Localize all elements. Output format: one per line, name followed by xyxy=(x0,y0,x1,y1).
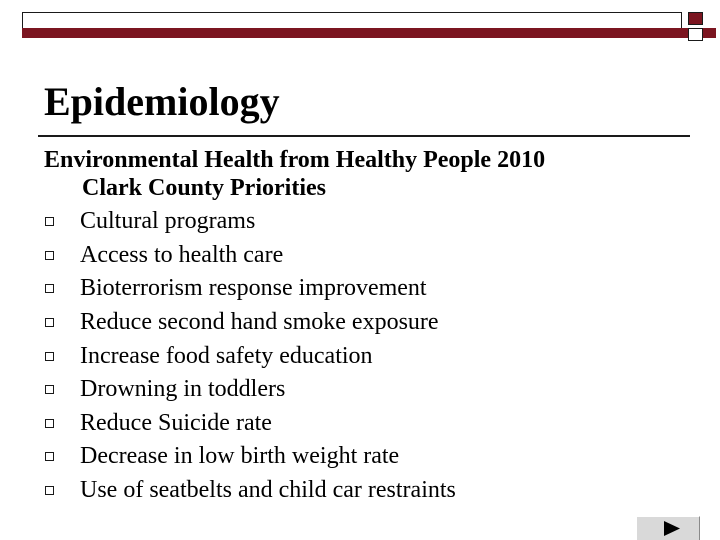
list-item-text: Decrease in low birth weight rate xyxy=(80,443,400,470)
priority-list xyxy=(44,205,456,507)
list-item xyxy=(44,239,456,273)
hollow-square-bullet-icon xyxy=(45,352,54,361)
list-item xyxy=(44,373,456,407)
hollow-square-bullet-icon xyxy=(45,385,54,394)
list-item-text: Reduce Suicide rate xyxy=(80,409,272,436)
list-item xyxy=(44,440,456,474)
subheading-line-2: Clark County Priorities xyxy=(82,175,326,201)
next-slide-button[interactable] xyxy=(636,516,700,540)
list-item-text: Bioterrorism response improvement xyxy=(80,275,427,302)
play-triangle-icon xyxy=(664,521,680,536)
hollow-square-bullet-icon xyxy=(45,486,54,495)
header-decoration-bar xyxy=(22,28,716,38)
header-corner-box-filled xyxy=(688,12,703,25)
hollow-square-bullet-icon xyxy=(45,318,54,327)
subheading-line-1: Environmental Health from Healthy People 2010 xyxy=(44,147,546,173)
hollow-square-bullet-icon xyxy=(45,419,54,428)
list-item-text: Use of seatbelts and child car restraints xyxy=(80,477,456,504)
hollow-square-bullet-icon xyxy=(45,251,54,260)
hollow-square-bullet-icon xyxy=(45,452,54,461)
list-item-text: Increase food safety education xyxy=(80,342,373,369)
list-item-text: Reduce second hand smoke exposure xyxy=(80,309,439,336)
slide-title: Epidemiology xyxy=(44,79,280,124)
list-item xyxy=(44,306,456,340)
list-item-text: Access to health care xyxy=(80,241,284,268)
slide-subheading xyxy=(44,146,684,202)
list-item xyxy=(44,474,456,508)
title-divider xyxy=(38,135,690,137)
list-item-text: Drowning in toddlers xyxy=(80,376,286,403)
header-corner-box-outline xyxy=(688,28,703,41)
list-item xyxy=(44,272,456,306)
hollow-square-bullet-icon xyxy=(45,284,54,293)
list-item xyxy=(44,339,456,373)
hollow-square-bullet-icon xyxy=(45,217,54,226)
list-item-text: Cultural programs xyxy=(80,208,256,235)
list-item xyxy=(44,205,456,239)
list-item xyxy=(44,407,456,441)
